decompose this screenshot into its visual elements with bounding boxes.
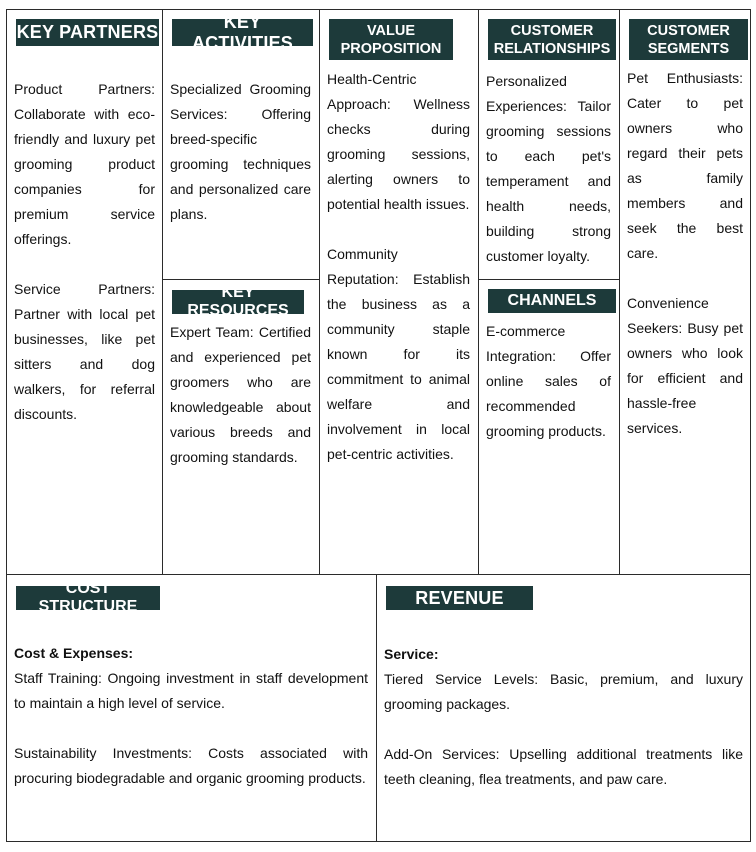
- grid-line-col1: [162, 9, 163, 574]
- key-activities-item: Specialized Grooming Services: Offering breed-specific grooming techniques and personalized care plans.: [170, 81, 311, 222]
- cost-structure-body: [14, 641, 368, 791]
- customer-segments-header-line1: CUSTOMER: [647, 22, 730, 39]
- channels-header: CHANNELS: [488, 289, 616, 313]
- key-resources-body: [170, 320, 311, 470]
- revenue-item: Tiered Service Levels: Basic, premium, and luxury grooming packages.: [384, 671, 743, 712]
- key-partners-item: Product Partners: Collaborate with eco-friendly and luxury pet grooming product companies for premium service offerings.: [14, 81, 155, 247]
- customer-segments-header: [629, 19, 748, 60]
- customer-relationships-item: Personalized Experiences: Tailor grooming sessions to each pet's temperament and health needs, building strong customer loyalty.: [486, 73, 611, 264]
- value-proposition-item: Community Reputation: Establish the business as a community staple known for its commitment to animal welfare and involvement in local pet-centric activities.: [327, 246, 470, 462]
- revenue-subheading: Service:: [384, 646, 439, 662]
- customer-segments-body: [627, 66, 743, 441]
- grid-line-col3: [478, 9, 479, 574]
- customer-relationships-header-line2: RELATIONSHIPS: [493, 40, 611, 57]
- customer-relationships-body: [486, 69, 611, 269]
- value-proposition-header-line1: VALUE: [366, 22, 416, 39]
- key-partners-body: [14, 77, 155, 427]
- grid-line-left: [6, 9, 7, 842]
- customer-relationships-header-line1: CUSTOMER: [510, 22, 594, 39]
- value-proposition-body: [327, 67, 470, 467]
- revenue-item: Add-On Services: Upselling additional treatments like teeth cleaning, flea treatments, and paw care.: [384, 746, 743, 787]
- grid-line-col4: [619, 9, 620, 574]
- key-partners-header: KEY PARTNERS: [16, 19, 159, 46]
- grid-line-right: [750, 9, 751, 842]
- grid-line-bottom-split: [376, 574, 377, 841]
- grid-line-top: [6, 9, 751, 10]
- key-resources-item: Expert Team: Certified and experienced pet groomers who are knowledgeable about various breeds and grooming standards.: [170, 324, 311, 465]
- grid-line-col2: [319, 9, 320, 574]
- key-activities-header: KEY ACTIVITIES: [172, 19, 313, 46]
- cost-structure-item: Staff Training: Ongoing investment in staff development to maintain a high level of service.: [14, 670, 368, 711]
- channels-body: [486, 319, 611, 444]
- grid-line-bottom: [6, 841, 751, 842]
- customer-segments-header-line2: SEGMENTS: [647, 40, 730, 57]
- grid-line-activities-resources: [162, 279, 319, 280]
- grid-line-relationships-channels: [478, 279, 619, 280]
- key-activities-body: [170, 77, 311, 227]
- customer-segments-item: Convenience Seekers: Busy pet owners who look for efficient and hassle-free services.: [627, 295, 743, 436]
- customer-relationships-header: [488, 19, 616, 60]
- revenue-header: REVENUE: [386, 586, 533, 610]
- key-partners-item: Service Partners: Partner with local pet businesses, like pet sitters and dog walkers, for referral discounts.: [14, 281, 155, 422]
- channels-item: E-commerce Integration: Offer online sales of recommended grooming products.: [486, 323, 611, 439]
- key-resources-header: KEY RESOURCES: [172, 290, 304, 314]
- cost-structure-item: Sustainability Investments: Costs associated with procuring biodegradable and organic grooming products.: [14, 745, 368, 786]
- grid-line-middle: [6, 574, 751, 575]
- value-proposition-item: Health-Centric Approach: Wellness checks during grooming sessions, alerting owners to potential health issues.: [327, 71, 470, 212]
- cost-structure-subheading: Cost & Expenses:: [14, 645, 134, 661]
- value-proposition-header: [329, 19, 453, 60]
- customer-segments-item: Pet Enthusiasts: Cater to pet owners who regard their pets as family members and seek the best care.: [627, 70, 743, 261]
- revenue-body: [384, 642, 743, 792]
- cost-structure-header: COST STRUCTURE: [16, 586, 160, 610]
- value-proposition-header-line2: PROPOSITION: [340, 40, 442, 57]
